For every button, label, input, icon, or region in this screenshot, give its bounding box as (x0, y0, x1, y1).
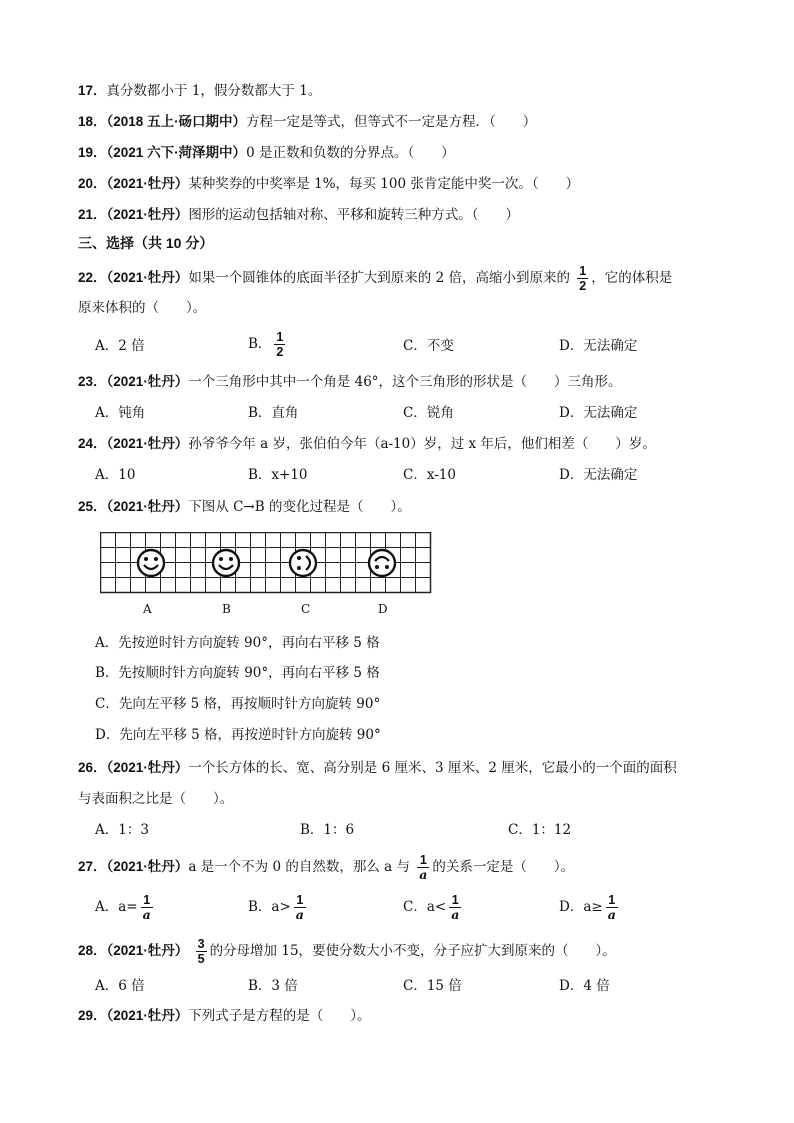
fraction (577, 264, 588, 293)
question-number: 20． (78, 176, 107, 191)
question-text: 方程一定是等式，但等式不一定是方程．（ ） (246, 114, 537, 130)
option-d[interactable] (559, 893, 621, 922)
option-label: B． (248, 336, 272, 352)
option-a[interactable] (95, 893, 156, 922)
question-18 (78, 112, 536, 132)
option-label: A．a= (95, 899, 138, 915)
fraction (196, 937, 207, 966)
figure-label-a: A (143, 602, 152, 616)
denominator: 5 (197, 952, 205, 966)
figure-label-c: C (301, 602, 311, 616)
question-22-line2: 原来体积的（ ）。 (78, 300, 207, 316)
question-text: 一个三角形中其中一个角是 46°，这个三角形的形状是（ ）三角形。 (188, 374, 622, 390)
question-20 (78, 174, 579, 194)
option-d[interactable]: D．4 倍 (559, 978, 610, 994)
question-number: 24． (78, 436, 107, 451)
fraction (417, 853, 429, 882)
smiley-face-b-icon (213, 550, 239, 576)
question-26 (78, 758, 677, 778)
question-source: （2021·牡丹） (106, 374, 189, 389)
question-number: 17． (78, 83, 107, 98)
question-number: 18． (78, 114, 107, 129)
option-b[interactable]: B．x+10 (248, 467, 308, 483)
question-text-cont: 的关系一定是（ ）。 (432, 859, 575, 875)
option-c[interactable]: C．1：12 (508, 822, 572, 838)
question-number: 26． (78, 760, 107, 775)
question-text: 的分母增加 15，要使分数大小不变，分子应扩大到原来的（ ）。 (209, 943, 616, 959)
figure-label-b: B (222, 602, 231, 616)
question-text: 某种奖券的中奖率是 1%，每买 100 张肯定能中奖一次。（ ） (188, 176, 580, 192)
option-b[interactable]: B．1：6 (300, 822, 355, 838)
fraction (294, 893, 306, 922)
question-text: 0 是正数和负数的分界点。（ ） (246, 145, 455, 161)
option-a[interactable]: A．2 倍 (95, 338, 145, 354)
fraction (606, 893, 618, 922)
denominator: a (142, 907, 151, 922)
option-c[interactable] (403, 893, 464, 922)
option-label: B．a> (248, 899, 291, 915)
question-text: a 是一个不为 0 的自然数，那么 a 与 (188, 859, 410, 875)
question-17 (78, 81, 321, 101)
question-number: 29． (78, 1008, 107, 1023)
question-source: （2021·牡丹） (106, 436, 189, 451)
question-number: 19． (78, 145, 107, 160)
option-a[interactable]: A．先按逆时针方向旋转 90°，再向右平移 5 格 (95, 635, 380, 651)
option-c[interactable]: C．15 倍 (403, 978, 462, 994)
question-22 (78, 264, 672, 293)
section-heading: 三、选择（共 10 分） (78, 235, 214, 251)
denominator: a (295, 907, 304, 922)
option-a[interactable]: A．钝角 (95, 405, 146, 421)
option-b[interactable]: B．3 倍 (248, 978, 298, 994)
question-text: 下列式子是方程的是（ ）。 (188, 1008, 371, 1024)
question-text: 图形的运动包括轴对称、平移和旋转三种方式。（ ） (188, 207, 520, 223)
denominator: 2 (579, 279, 587, 293)
numerator: 1 (579, 264, 587, 278)
question-text: 真分数都小于 1，假分数都大于 1。 (106, 83, 322, 99)
question-number: 21． (78, 207, 107, 222)
question-21 (78, 205, 519, 225)
option-b[interactable] (248, 893, 309, 922)
question-source: （2021·牡丹） (106, 270, 189, 285)
question-number: 28． (78, 943, 107, 958)
numerator: 1 (276, 330, 284, 344)
option-c[interactable]: C．x-10 (403, 467, 456, 483)
option-b[interactable]: B．先按顺时针方向旋转 90°，再向右平移 5 格 (95, 665, 380, 681)
question-source: （2021·牡丹） (106, 1008, 189, 1023)
option-label: C．a< (403, 899, 447, 915)
question-27 (78, 853, 574, 882)
question-source: （2021 六下·菏泽期中） (106, 145, 247, 160)
question-25 (78, 497, 411, 517)
smiley-face-c-icon (290, 550, 316, 576)
question-source: （2021·牡丹） (106, 760, 189, 775)
numerator: 1 (141, 893, 153, 908)
question-24 (78, 434, 656, 454)
option-d[interactable]: D．无法确定 (559, 405, 638, 421)
question-text: 下图从 C→B 的变化过程是（ ）。 (188, 499, 411, 515)
smiley-face-a-icon (138, 550, 164, 576)
fraction (449, 893, 461, 922)
option-c[interactable]: C．不变 (403, 338, 454, 354)
question-number: 27． (78, 859, 107, 874)
option-a[interactable]: A．6 倍 (95, 978, 145, 994)
numerator: 1 (449, 893, 461, 908)
question-source: （2018 五上·砀口期中） (106, 114, 247, 129)
question-23 (78, 372, 622, 392)
figure-label-d: D (378, 602, 388, 616)
option-b[interactable]: B．直角 (248, 405, 299, 421)
question-text: 一个长方体的长、宽、高分别是 6 厘米、3 厘米、2 厘米，它最小的一个面的面积 (188, 760, 677, 776)
option-label: D．a≥ (559, 899, 603, 915)
fraction (141, 893, 153, 922)
question-number: 22． (78, 270, 107, 285)
option-d[interactable]: D．无法确定 (559, 338, 638, 354)
question-28 (78, 937, 616, 966)
option-d[interactable]: D．无法确定 (559, 467, 638, 483)
question-26-line2: 与表面积之比是（ ）。 (78, 791, 234, 807)
denominator: a (607, 907, 616, 922)
question-source: （2021·牡丹） (106, 207, 189, 222)
option-a[interactable]: A．1：3 (95, 822, 149, 838)
question-text: 孙爷爷今年 a 岁，张伯伯今年（a-10）岁，过 x 年后，他们相差（ ）岁。 (188, 436, 656, 452)
denominator: a (419, 867, 428, 882)
question-text-cont: ，它的体积是 (591, 270, 673, 286)
question-number: 23． (78, 374, 107, 389)
option-d[interactable]: D．先向左平移 5 格，再按逆时针方向旋转 90° (95, 727, 381, 743)
option-c[interactable]: C．锐角 (403, 405, 454, 421)
numerator: 1 (606, 893, 618, 908)
question-number: 25． (78, 499, 107, 514)
denominator: a (451, 907, 460, 922)
fraction (274, 330, 285, 359)
option-b[interactable] (248, 330, 288, 359)
question-source: （2021·牡丹） (106, 176, 189, 191)
numerator: 1 (294, 893, 306, 908)
question-19 (78, 143, 455, 163)
numerator: 1 (417, 853, 429, 868)
rotation-figure (100, 532, 436, 602)
question-source: （2021·牡丹） (106, 943, 189, 958)
numerator: 3 (197, 937, 205, 951)
denominator: 2 (276, 345, 284, 359)
option-c[interactable]: C．先向左平移 5 格，再按顺时针方向旋转 90° (95, 696, 381, 712)
question-text: 如果一个圆锥体的底面半径扩大到原来的 2 倍，高缩小到原来的 (188, 270, 570, 286)
question-source: （2021·牡丹） (106, 499, 189, 514)
option-a[interactable]: A．10 (95, 467, 136, 483)
question-29 (78, 1006, 371, 1026)
question-source: （2021·牡丹） (106, 859, 189, 874)
smiley-face-d-icon (369, 550, 395, 576)
grid-figure (100, 532, 436, 598)
